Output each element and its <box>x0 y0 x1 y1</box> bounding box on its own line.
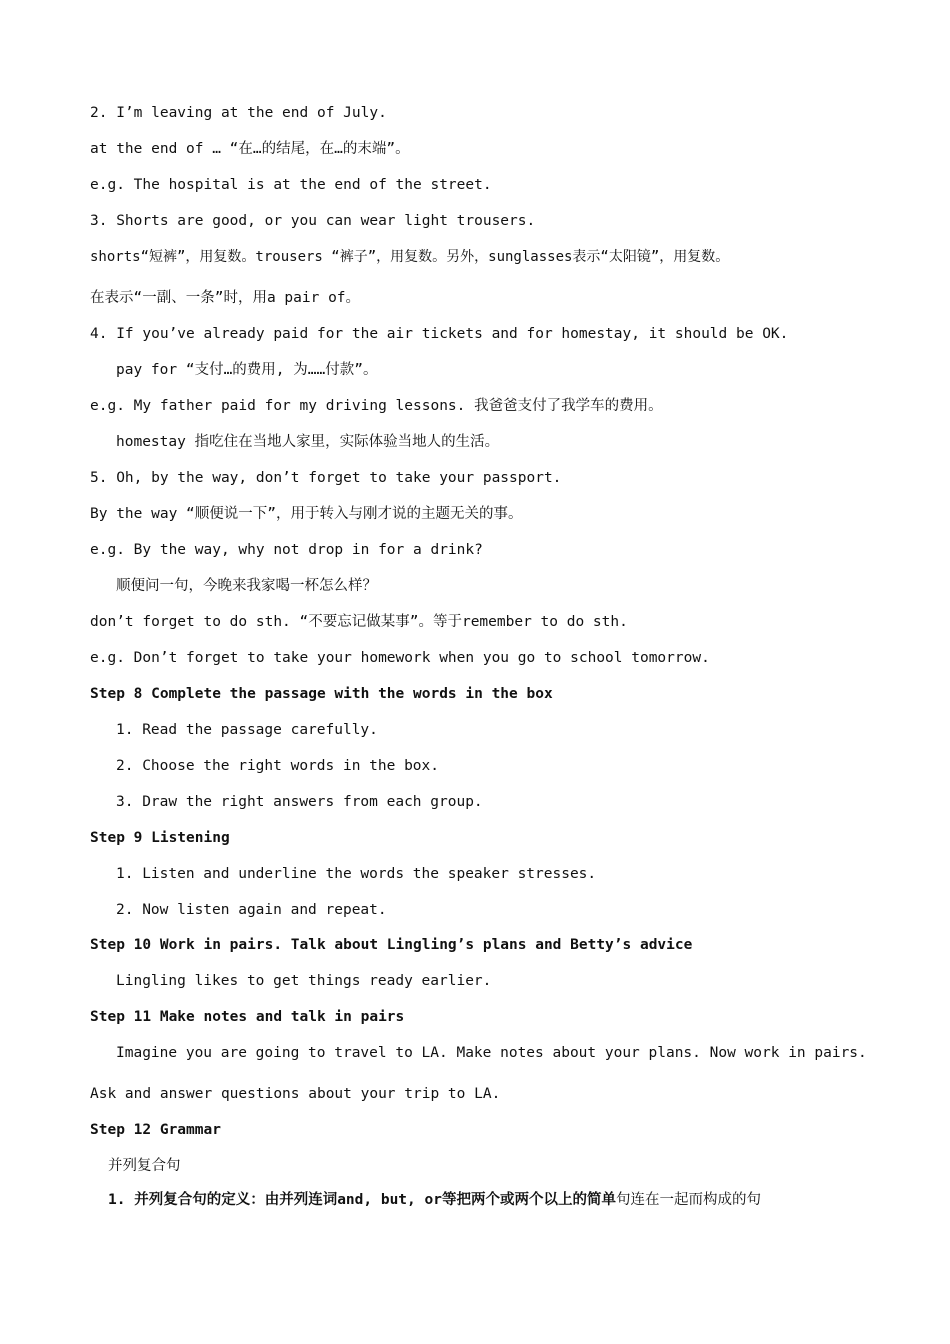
text-line: don’t forget to do sth. “不要忘记做某事”。等于remember to do sth. <box>90 614 628 630</box>
text-line: Imagine you are going to travel to LA. Make notes about your plans. Now work in pairs. <box>116 1045 867 1061</box>
list-item: 2. Now listen again and repeat. <box>116 902 387 918</box>
list-item: 2. Choose the right words in the box. <box>116 758 440 774</box>
text-line: e.g. By the way, why not drop in for a drink? <box>90 542 483 558</box>
text-line: By the way “顺便说一下”，用于转入与刚才说的主题无关的事。 <box>90 506 523 522</box>
text-line: 在表示“一副、一条”时，用a pair of。 <box>90 290 361 306</box>
definition-line <box>108 1190 761 1210</box>
section-heading: Step 11 Make notes and talk in pairs <box>90 1009 405 1025</box>
text-line: e.g. Don’t forget to take your homework when you go to school tomorrow. <box>90 650 710 666</box>
text-line: Lingling likes to get things ready earlier. <box>116 973 492 989</box>
text-line: homestay 指吃住在当地人家里，实际体验当地人的生活。 <box>116 434 500 450</box>
list-item: 1. Read the passage carefully. <box>116 722 378 738</box>
text-line: pay for “支付…的费用, 为……付款”。 <box>116 362 378 378</box>
text-line: e.g. The hospital is at the end of the street. <box>90 177 492 193</box>
definition-bold: 1. 并列复合句的定义：由并列连词and, but, or等把两个或两个以上的简单 <box>108 1192 616 1208</box>
definition-rest: 句连在一起而构成的句 <box>615 1192 761 1208</box>
text-line: 顺便问一句，今晚来我家喝一杯怎么样？ <box>116 578 377 594</box>
text-line: at the end of … “在…的结尾，在…的末端”。 <box>90 141 410 157</box>
text-line: 5. Oh, by the way, don’t forget to take your passport. <box>90 470 562 486</box>
section-heading: Step 9 Listening <box>90 830 230 846</box>
section-heading: Step 12 Grammar <box>90 1122 221 1138</box>
text-line: e.g. My father paid for my driving lessons. 我爸爸支付了我学车的费用。 <box>90 398 663 414</box>
text-line: shorts“短裤”，用复数。trousers “裤子”，用复数。另外，sunglasses表示“太阳镜”，用复数。 <box>90 249 730 265</box>
text-line: 2. I’m leaving at the end of July. <box>90 105 387 121</box>
list-item: 1. Listen and underline the words the speaker stresses. <box>116 866 597 882</box>
text-line: 4. If you’ve already paid for the air tickets and for homestay, it should be OK. <box>90 326 789 342</box>
list-item: 3. Draw the right answers from each group. <box>116 794 483 810</box>
text-line: 3. Shorts are good, or you can wear light trousers. <box>90 213 536 229</box>
text-line: Ask and answer questions about your trip to LA. <box>90 1086 501 1102</box>
text-line: 并列复合句 <box>108 1158 181 1174</box>
section-heading: Step 8 Complete the passage with the words in the box <box>90 686 553 702</box>
section-heading: Step 10 Work in pairs. Talk about Lingling’s plans and Betty’s advice <box>90 937 693 953</box>
